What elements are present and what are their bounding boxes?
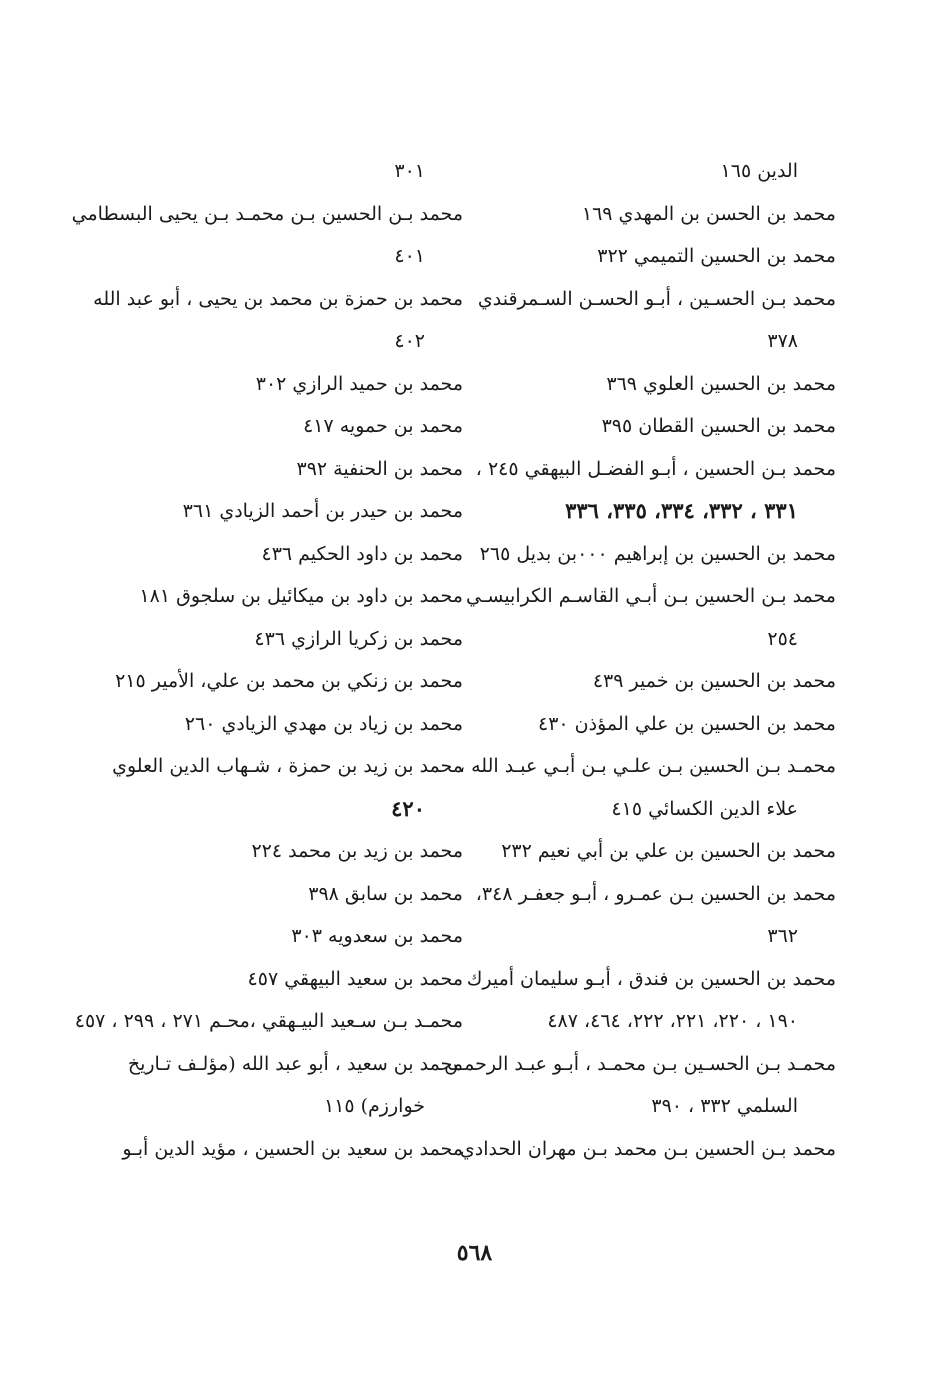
index-entry: محمد بن الحسين بن فندق ، أبـو سليمان أميرك — [466, 967, 836, 990]
index-entry: ١٩٠ ، ٢٢٠، ٢٢١، ٢٢٢، ٤٦٤، ٤٨٧ — [547, 1010, 798, 1032]
index-entry: محمد بن الحسين العلوي ٣٦٩ — [606, 372, 836, 395]
index-entry: محمد بـن الحسـين ، أبـو الحسـن السـمرقندي — [477, 287, 836, 310]
index-entry: محمد بن الحسين بن علي المؤذن ٤٣٠ — [538, 712, 836, 735]
index-column-left — [71, 150, 463, 1170]
index-entry: محمد بن زيد بن محمد ٢٢٤ — [251, 840, 463, 862]
index-entry: محمد بن الحسن بن المهدي ١٦٩ — [581, 202, 836, 225]
index-entry: محمد بن سعدويه ٣٠٣ — [291, 925, 463, 947]
index-entry: محمد بـن الحسين بـن محمـد بـن يحيى البسطامي — [71, 202, 463, 225]
index-entry: محمد بن حميد الرازي ٣٠٢ — [255, 372, 463, 395]
index-entry: ٤٠١ — [394, 245, 425, 267]
index-entry: ٣٣١ ، ٣٣٢، ٣٣٤، ٣٣٥، ٣٣٦ — [565, 498, 798, 523]
index-entry: ٢٥٤ — [767, 627, 798, 650]
index-entry: محمد بن زياد بن مهدي الزيادي ٢٦٠ — [184, 712, 463, 735]
index-entry: محمـد بـن الحسـين بـن محمـد ، أبـو عبـد الرحمـن — [444, 1052, 836, 1075]
index-entry: ٤٢٠ — [391, 795, 425, 821]
index-entry: محمد بن الحنفية ٣٩٢ — [296, 457, 463, 480]
index-entry: محمد بن زيد بن حمزة ، شـهاب الدين العلوي — [112, 755, 463, 777]
index-entry: محمد بن زكريا الرازي ٤٣٦ — [254, 627, 463, 650]
index-entry: محمـد بـن سـعيد البيـهقي ،محـم ٢٧١ ، ٢٩٩ ، ٤٥٧ — [74, 1010, 463, 1032]
index-entry: محمد بن داود الحكيم ٤٣٦ — [261, 542, 463, 565]
index-entry: ٣٦٢ — [767, 925, 798, 947]
index-entry: ٣٠١ — [394, 160, 425, 182]
index-entry: محمد بـن الحسين بـن أبـي القاسـم الكرابيسـي — [465, 585, 836, 607]
index-entry: محمـد بـن الحسين بـن علـي بـن أبـي عبـد الله ، — [458, 755, 836, 777]
index-entry: محمد بن الحسين التميمي ٣٢٢ — [597, 245, 836, 267]
index-column-right — [444, 150, 836, 1170]
index-entry: ٤٠٢ — [394, 330, 425, 352]
index-entry: محمد بن حيدر بن أحمد الزيادي ٣٦١ — [182, 500, 463, 522]
index-entry: محمد بن حمويه ٤١٧ — [303, 415, 463, 437]
index-entry: محمد بن الحسين القطان ٣٩٥ — [601, 415, 836, 437]
index-entry: محمد بن الحسين بن خمير ٤٣٩ — [592, 670, 836, 692]
index-entry: محمد بن سعيد البيهقي ٤٥٧ — [247, 967, 463, 990]
index-entry: محمد بن سابق ٣٩٨ — [308, 882, 463, 905]
index-entry: علاء الدين الكسائي ٤١٥ — [611, 797, 798, 820]
index-entry: ٣٧٨ — [767, 330, 798, 352]
index-entry: محمد بن حمزة بن محمد بن يحيى ، أبو عبد الله — [93, 287, 463, 310]
index-entry: محمد بـن الحسين ، أبـو الفضـل البيهقي ٢٤٥ ، — [475, 457, 836, 480]
page-number: ٥٦٨ — [456, 1240, 493, 1266]
index-entry: محمد بن سعيد بن الحسين ، مؤيد الدين أبـو — [122, 1137, 463, 1160]
index-entry: محمد بن الحسين بن علي بن أبي نعيم ٢٣٢ — [501, 840, 836, 862]
index-entry: محمد بن الحسين بن إبراهيم ٠٠٠بن بديل ٢٦٥ — [479, 542, 836, 565]
index-entry: خوارزم) ١١٥ — [323, 1095, 425, 1117]
index-entry: محمد بـن الحسين بـن محمد بـن مهران الحدادي — [459, 1137, 836, 1160]
index-entry: الدين ١٦٥ — [720, 160, 798, 182]
index-entry: السلمي ٣٣٢ ، ٣٩٠ — [651, 1095, 798, 1117]
index-entry: محمد بن زنكي بن محمد بن علي، الأمير ٢١٥ — [115, 670, 463, 692]
index-entry: محمد بن الحسين بـن عمـرو ، أبـو جعفـر ٣٤٨، — [475, 882, 836, 905]
index-entry: محمد بن داود بن ميكائيل بن سلجوق ١٨١ — [139, 585, 463, 607]
index-entry: محمد بن سعيد ، أبو عبد الله (مؤلـف تـاريخ — [127, 1052, 463, 1075]
